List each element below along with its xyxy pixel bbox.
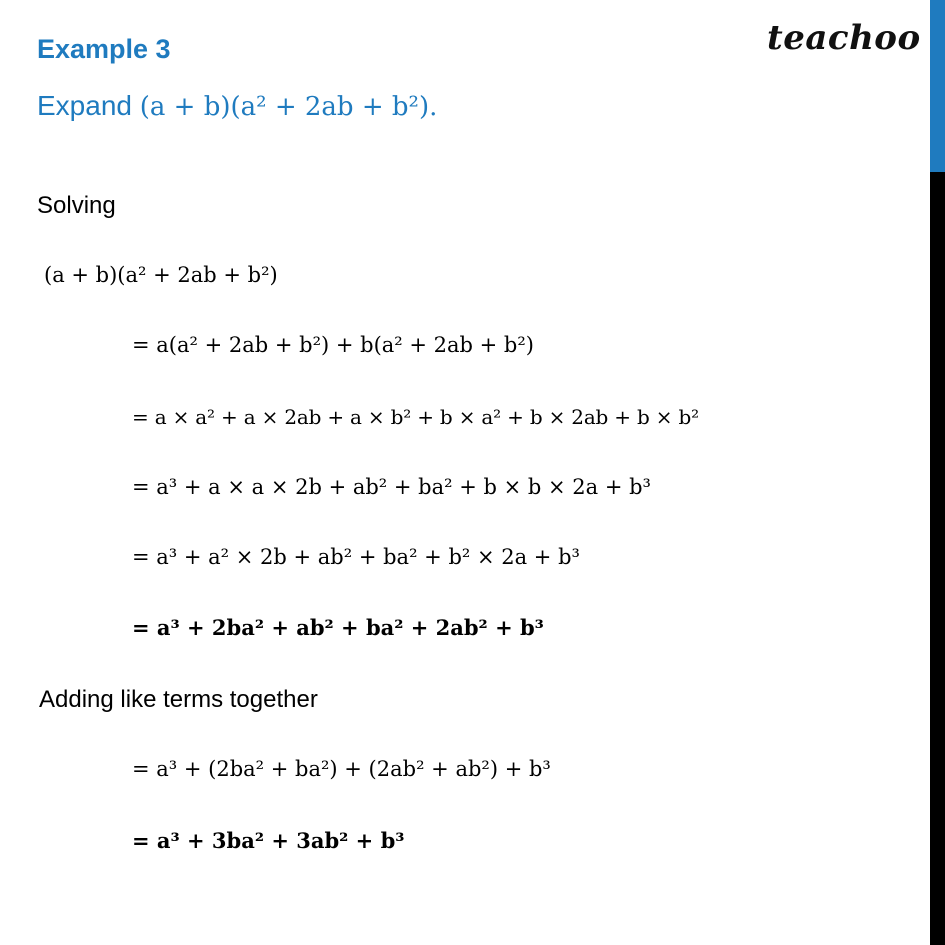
math-line-7: = a³ + (2ba² + ba²) + (2ab² + ab²) + b³ <box>132 757 551 781</box>
sidebar-accent <box>930 0 945 172</box>
adding-label: Adding like terms together <box>39 686 318 713</box>
math-line-4: = a³ + a × a × 2b + ab² + ba² + b × b × 2a + b³ <box>132 475 651 499</box>
question-expression: (a + b)(a² + 2ab + b²). <box>139 92 438 122</box>
solving-label: Solving <box>37 192 116 219</box>
math-line-1: (a + b)(a² + 2ab + b²) <box>44 263 278 287</box>
math-line-2: = a(a² + 2ab + b²) + b(a² + 2ab + b²) <box>132 333 534 357</box>
teachoo-logo: teachoo <box>767 18 921 58</box>
math-line-3: = a × a² + a × 2ab + a × b² + b × a² + b × 2ab + b × b² <box>132 405 699 429</box>
question <box>37 90 437 122</box>
math-line-5: = a³ + a² × 2b + ab² + ba² + b² × 2a + b³ <box>132 545 580 569</box>
math-final-answer: = a³ + 3ba² + 3ab² + b³ <box>132 828 405 853</box>
question-prefix: Expand <box>37 90 132 121</box>
math-line-6: = a³ + 2ba² + ab² + ba² + 2ab² + b³ <box>132 615 544 640</box>
example-title: Example 3 <box>37 34 171 64</box>
